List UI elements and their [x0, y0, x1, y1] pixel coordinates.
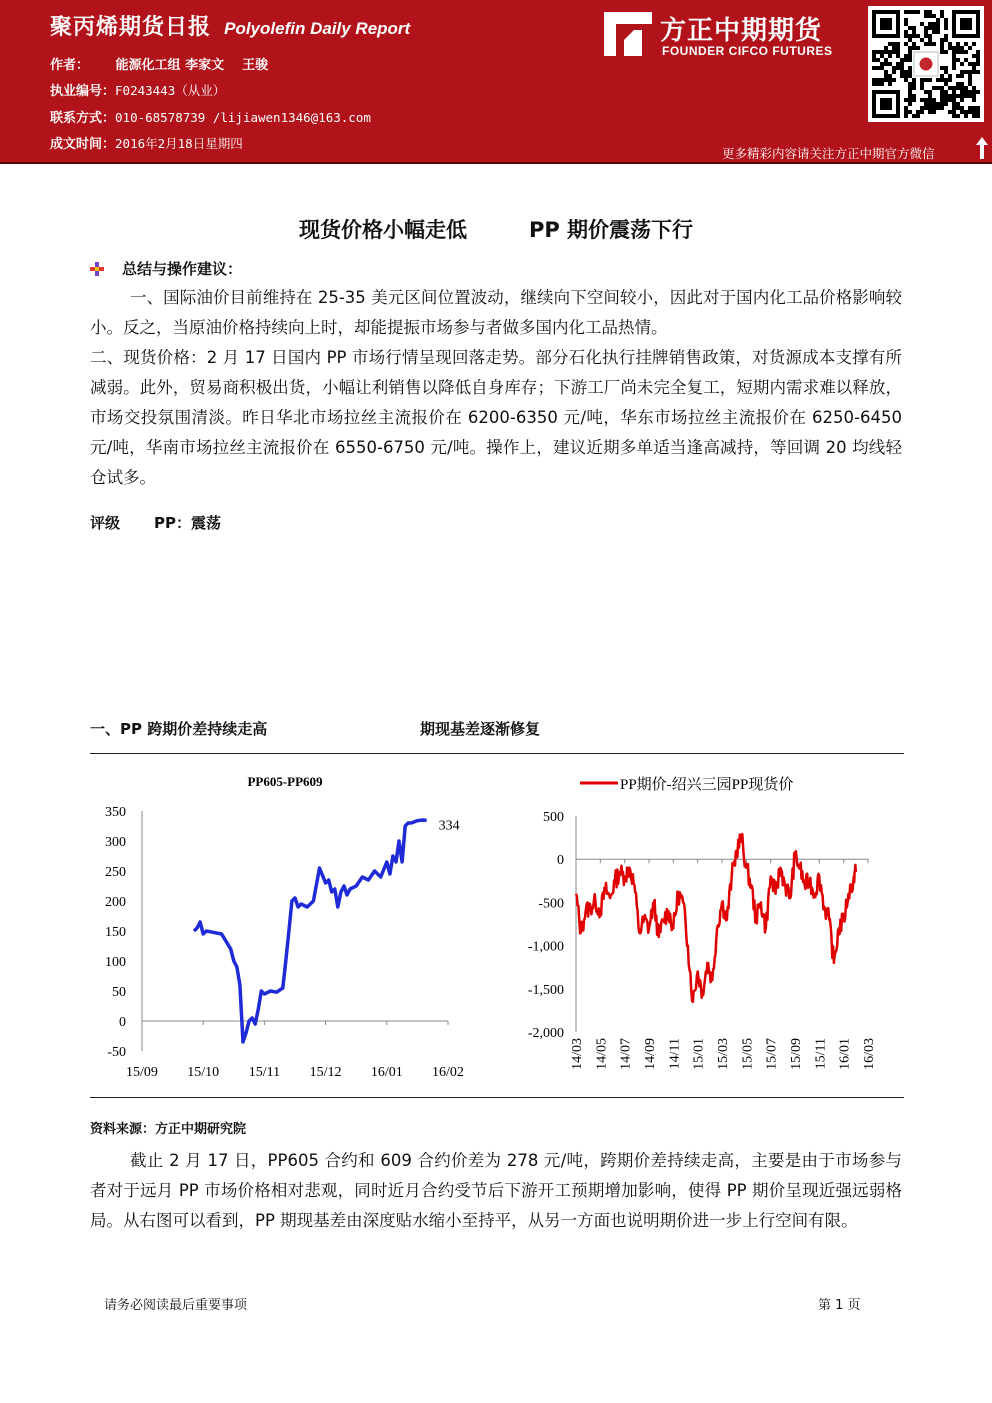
charts-headings	[90, 718, 541, 739]
chart1-x-tick-label: 15/09	[126, 1065, 158, 1080]
contact-value: 010-68578739 /lijiawen1346@163.com	[115, 110, 371, 125]
chart2-x-tick-label: 14/07	[618, 1038, 634, 1070]
rating-label: 评级	[90, 514, 121, 532]
report-title-en: Polyolefin Daily Report	[224, 19, 411, 38]
date-label: 成文时间：	[50, 137, 116, 152]
license-line	[50, 80, 225, 99]
chart2-x-tick-label: 15/01	[691, 1038, 707, 1070]
logo-text-cn: 方正中期期货	[660, 16, 823, 46]
chart2-x-tick-label: 16/01	[837, 1038, 853, 1070]
chart1-y-tick-label: 200	[105, 895, 126, 910]
qr-code-icon	[872, 10, 980, 118]
summary-heading	[90, 258, 242, 279]
chart2-x-tick-label: 15/11	[813, 1038, 829, 1070]
chart1-x-tick-label: 15/12	[309, 1065, 342, 1080]
chart1-x-tick-label: 15/10	[187, 1065, 220, 1080]
headline	[0, 214, 992, 244]
chart2-y-tick-label: -2,000	[527, 1026, 564, 1041]
summary-paragraph-1: 一、国际油价目前维持在 25-35 美元区间位置波动，继续向下空间较小，因此对于国内化工品价格影响较小。反之，当原油价格持续向上时，却能提振市场参与者做多国内化工品热情。	[90, 288, 902, 337]
license-value: F0243443（从业）	[115, 83, 226, 98]
chart2-x-tick-label: 15/07	[764, 1038, 780, 1070]
headline-left: 现货价格小幅走低	[298, 218, 467, 242]
date-line	[50, 133, 243, 152]
chart2-x-tick-label: 14/09	[643, 1038, 658, 1070]
company-logo	[600, 8, 860, 62]
page-number: 第 1 页	[818, 1298, 861, 1313]
chart2-x-tick-label: 16/03	[862, 1038, 877, 1070]
report-title-cn: 聚丙烯期货日报	[50, 15, 212, 40]
footer-notice: 请务必阅读最后重要事项	[104, 1298, 248, 1313]
author-label: 作者：	[50, 58, 90, 73]
wechat-qr-code	[868, 6, 984, 122]
headline-right: PP 期价震荡下行	[528, 218, 694, 242]
chart1-y-tick-label: 0	[119, 1015, 126, 1030]
chart2-y-tick-label: -500	[538, 896, 564, 912]
report-header	[0, 0, 992, 162]
chart1-y-tick-label: 100	[105, 955, 126, 970]
chart1-x-tick-label: 15/11	[248, 1065, 281, 1080]
follow-wechat-text: 更多精彩内容请关注方正中期官方微信	[722, 146, 935, 161]
chart1-series-line	[194, 820, 427, 1042]
chart-heading-right: 期现基差逐渐修复	[420, 720, 541, 738]
chart1-x-tick-label: 16/02	[432, 1065, 464, 1080]
logo-text-en: FOUNDER CIFCO FUTURES	[662, 44, 833, 58]
chart1-y-tick-label: 300	[105, 835, 126, 850]
chart2-legend-label: PP期价-绍兴三园PP现货价	[620, 777, 794, 793]
report-title	[50, 10, 410, 41]
chart2-y-tick-label: -1,000	[527, 939, 564, 955]
contact-line	[50, 107, 371, 126]
chart-source: 资料来源：方正中期研究院	[90, 1122, 247, 1137]
rating	[90, 512, 221, 533]
summary-paragraph-2: 二、现货价格：2 月 17 日国内 PP 市场行情呈现回落走势。部分石化执行挂牌销售政策，对货源成本支撑有所减弱。此外，贸易商积极出货，小幅让利销售以降低自身库存；下游工厂尚未完全复工，短期内需求难以释放，市场交投氛围清淡。昨日华北市场拉丝主流报价在 6200-6350 元/吨，华东市场拉丝主流报价在 6250-6450 元/吨，华南市场拉丝主流报价在 6550-6750 元/吨。操作上，建议近期多单适当逢高减持，等回调 20 均线轻仓试多。	[90, 348, 902, 487]
chart2-x-tick-label: 15/09	[789, 1038, 804, 1070]
charts-top-rule	[90, 753, 904, 754]
up-arrow-icon	[975, 136, 989, 160]
date-value: 2016年2月18日星期四	[115, 136, 243, 151]
summary-heading-text: 总结与操作建议：	[122, 260, 243, 278]
chart2-x-tick-label: 15/03	[716, 1038, 731, 1070]
chart2-y-tick-label: 0	[557, 853, 564, 869]
chart1-title: PP605-PP609	[247, 774, 323, 789]
chart1-y-tick-label: 50	[112, 985, 126, 1000]
chart2-x-tick-label: 15/05	[740, 1038, 756, 1070]
colored-bullet-icon	[90, 262, 104, 276]
chart1-y-tick-label: 250	[105, 865, 126, 880]
header-divider	[0, 162, 992, 164]
contact-label: 联系方式：	[50, 111, 116, 126]
chart-heading-left: 一、PP 跨期价差持续走高	[90, 720, 268, 738]
chart1-end-label: 334	[438, 818, 460, 834]
chart1-y-tick-label: 150	[105, 925, 126, 940]
chart2-y-tick-label: -1,500	[527, 982, 564, 998]
rating-value: PP：震荡	[154, 514, 222, 532]
chart2-x-tick-label: 14/05	[594, 1038, 610, 1070]
author-line	[50, 54, 268, 73]
chart1-y-tick-label: -50	[107, 1045, 126, 1060]
chart1-y-tick-label: 350	[105, 805, 126, 820]
license-label: 执业编号：	[50, 84, 116, 99]
chart2-y-tick-label: 500	[543, 810, 564, 825]
logo-mark-icon	[602, 10, 654, 58]
chart1-x-tick-label: 16/01	[370, 1065, 403, 1080]
charts-area	[90, 756, 904, 1096]
chart2-x-tick-label: 14/03	[570, 1038, 585, 1070]
analysis-paragraph: 截止 2 月 17 日，PP605 合约和 609 合约价差为 278 元/吨，跨期价差持续走高，主要是由于市场参与者对于远月 PP 市场价格相对悲观，同时近月合约受节后下游开工预期增加影响，使得 PP 期价呈现近强远弱格局。从右图可以看到，PP 期现基差由深度贴水缩小至持平，从另一方面也说明期价进一步上行空间有限。	[90, 1151, 902, 1230]
chart2-x-tick-label: 14/11	[667, 1038, 683, 1070]
author-value: 能源化工组 李家文 王骏	[115, 58, 269, 73]
charts-bottom-rule	[90, 1097, 904, 1098]
